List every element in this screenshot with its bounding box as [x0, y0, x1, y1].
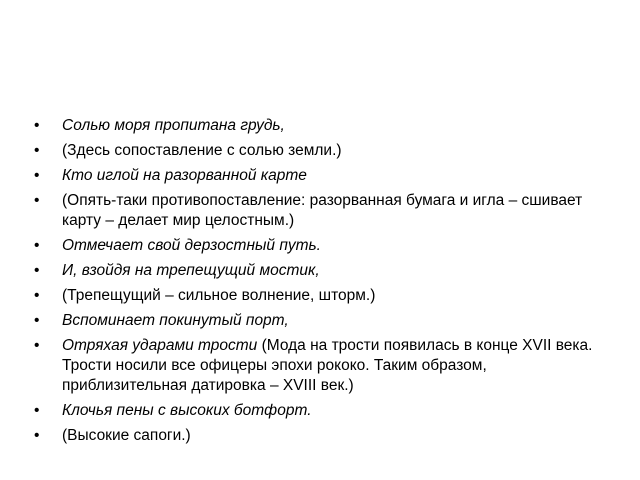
commentary: (Трепещущий – сильное волнение, шторм.)	[62, 287, 376, 304]
bullet-icon: •	[34, 192, 40, 209]
bullet-icon: •	[34, 337, 40, 354]
bullet-icon: •	[34, 312, 40, 329]
verse-line: Кто иглой на разорванной карте	[62, 167, 307, 184]
commentary: (Высокие сапоги.)	[62, 427, 191, 444]
list-item	[34, 336, 614, 396]
bullet-icon: •	[34, 167, 40, 184]
list-item	[34, 401, 614, 421]
bullet-icon: •	[34, 117, 40, 134]
verse-line: Отмечает свой дерзостный путь.	[62, 237, 321, 254]
list-item	[34, 286, 614, 306]
list-item	[34, 191, 614, 231]
bullet-list	[34, 116, 614, 451]
verse-line: Вспоминает покинутый порт,	[62, 312, 289, 329]
verse-line: Клочья пены с высоких ботфорт.	[62, 402, 312, 419]
commentary: (Опять-таки противопоставление: разорванная бумага и игла – сшивает карту – делает мир целостным.)	[62, 192, 583, 229]
list-item	[34, 426, 614, 446]
list-item	[34, 116, 614, 136]
list-item	[34, 141, 614, 161]
list-item	[34, 236, 614, 256]
bullet-icon: •	[34, 262, 40, 279]
bullet-icon: •	[34, 237, 40, 254]
verse-line: Солью моря пропитана грудь,	[62, 117, 285, 134]
list-item	[34, 166, 614, 186]
bullet-icon: •	[34, 402, 40, 419]
bullet-icon: •	[34, 287, 40, 304]
verse-line: И, взойдя на трепещущий мостик,	[62, 262, 320, 279]
verse-line: Отряхая ударами трости	[62, 337, 258, 354]
commentary: (Мода на трости появилась в конце XVII века. Трости носили все офицеры эпохи рококо. Таким образом, приблизительная датировка – XVIII век.)	[62, 337, 593, 394]
list-item	[34, 311, 614, 331]
bullet-icon: •	[34, 142, 40, 159]
commentary: (Здесь сопоставление с солью земли.)	[62, 142, 342, 159]
list-item	[34, 261, 614, 281]
bullet-icon: •	[34, 427, 40, 444]
